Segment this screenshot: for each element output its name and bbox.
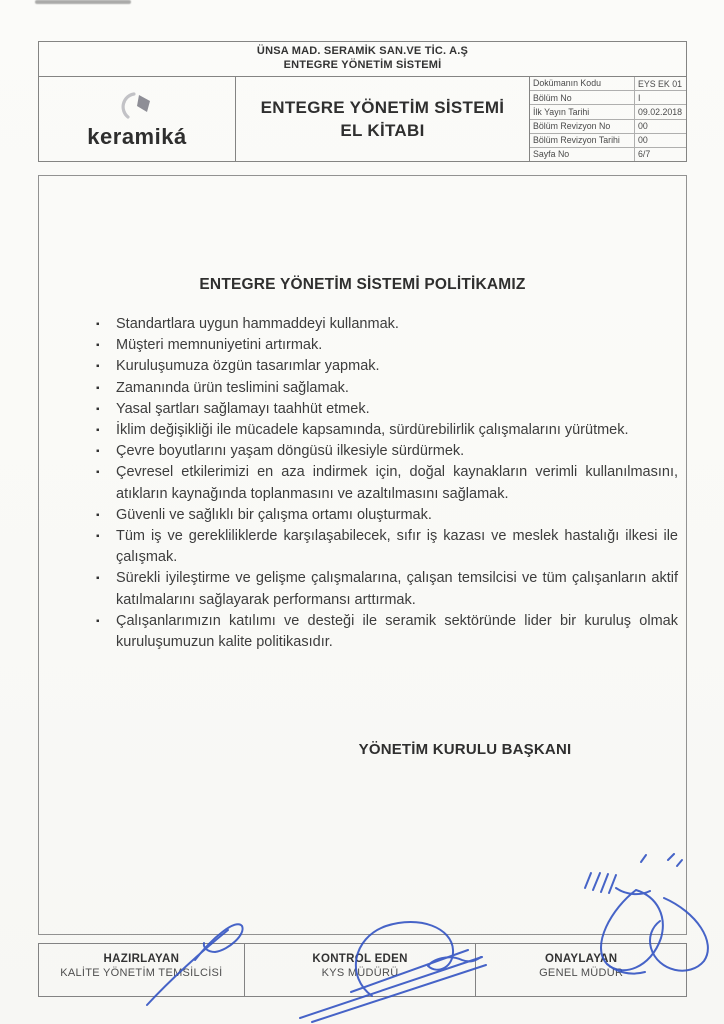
- policy-item: [96, 399, 678, 420]
- document-header-table: [38, 41, 687, 162]
- info-value: EYS EK 01: [638, 78, 683, 89]
- bullet-icon: ▪: [96, 467, 100, 479]
- scan-artifact: [35, 0, 131, 4]
- bullet-icon: ▪: [96, 425, 100, 437]
- info-row: [530, 91, 686, 105]
- info-row: [530, 77, 686, 91]
- footer-title: KALİTE YÖNETİM TEMSİLCİSİ: [60, 967, 223, 979]
- info-value: 6/7: [638, 149, 651, 160]
- logo-wordmark: keramiká: [87, 124, 187, 149]
- policy-item-text: Tüm iş ve gerekliliklerde karşılaşabilecek, sıfır iş kazası ve meslek hastalığı ilkesi ile çalışmak.: [116, 528, 678, 566]
- info-value: 00: [638, 121, 648, 132]
- policy-item: [96, 441, 678, 462]
- info-row: [530, 134, 686, 148]
- bullet-icon: ▪: [96, 573, 100, 585]
- footer-title: KYS MÜDÜRÜ: [321, 967, 399, 979]
- policy-item-text: İklim değişikliği ile mücadele kapsamında, sürdürebilirlik çalışmalarını yürütmek.: [116, 422, 629, 439]
- main-content-box: [38, 175, 687, 935]
- policy-list: [39, 314, 686, 653]
- doc-title-cell: [236, 77, 530, 161]
- bullet-icon: ▪: [96, 403, 100, 415]
- bullet-icon: ▪: [96, 531, 100, 543]
- policy-item-text: Çevresel etkilerimizi en aza indirmek için, doğal kaynakların verimli kullanılmasını, atıkların kaynağında toplanmasını ve azaltılmasını sağlamak.: [116, 464, 678, 502]
- policy-item-text: Çevre boyutlarını yaşam döngüsü ilkesiyle sürdürmek.: [116, 443, 465, 460]
- policy-item-text: Sürekli iyileştirme ve gelişme çalışmalarına, çalışan temsilcisi ve tüm çalışanların aktif katılmalarını sağlayarak performansı arttırmak.: [116, 570, 678, 608]
- system-name: ENTEGRE YÖNETİM SİSTEMİ: [283, 58, 442, 71]
- bullet-icon: ▪: [96, 319, 100, 330]
- policy-item-text: Güvenli ve sağlıklı bir çalışma ortamı oluşturmak.: [116, 506, 432, 523]
- keramika-logo-icon: [116, 90, 158, 124]
- policy-item: [96, 378, 678, 399]
- bullet-icon: ▪: [96, 615, 100, 627]
- signoff-title: YÖNETİM KURULU BAŞKANI: [358, 741, 572, 758]
- policy-item-text: Çalışanlarımızın katılımı ve desteği ile seramik sektöründe lider bir kuruluş olmak kuruluşumuzun kalite politikasıdır.: [116, 612, 678, 651]
- info-value: 00: [638, 135, 648, 146]
- info-value: I: [638, 92, 641, 103]
- policy-item: [96, 568, 678, 610]
- bullet-icon: ▪: [96, 361, 100, 373]
- policy-item: [96, 611, 678, 653]
- doc-info-table: [530, 77, 686, 161]
- footer-role: HAZIRLAYAN: [103, 953, 180, 965]
- bullet-icon: ▪: [96, 446, 100, 458]
- policy-item: [96, 335, 678, 356]
- info-value: 09.02.2018: [638, 106, 683, 117]
- footer-cell-kontrol-eden: [245, 944, 477, 996]
- approval-footer-table: [38, 943, 687, 997]
- policy-item-text: Müşteri memnuniyetini artırmak.: [116, 337, 323, 354]
- policy-item: [96, 356, 678, 377]
- policy-item-text: Kuruluşumuza özgün tasarımlar yapmak.: [116, 358, 380, 375]
- info-row: [530, 105, 686, 119]
- policy-item: [96, 526, 678, 568]
- doc-title-line1: ENTEGRE YÖNETİM SİSTEMİ: [260, 98, 505, 117]
- info-row: [530, 120, 686, 134]
- header-second-row: [39, 77, 686, 161]
- policy-item: [96, 314, 678, 335]
- footer-title: GENEL MÜDÜR: [539, 967, 624, 979]
- company-name: ÜNSA MAD. SERAMİK SAN.VE TİC. A.Ş: [256, 45, 469, 57]
- policy-item-text: Standartlara uygun hammaddeyi kullanmak.: [116, 316, 399, 332]
- footer-role: KONTROL EDEN: [312, 953, 408, 965]
- policy-item: [96, 462, 678, 504]
- company-header: [39, 42, 686, 77]
- policy-item: [96, 420, 678, 441]
- info-label: Dokümanın Kodu: [530, 77, 635, 90]
- doc-title-line2: EL KİTABI: [340, 121, 425, 140]
- bullet-icon: ▪: [96, 509, 100, 521]
- footer-cell-hazirlayan: [39, 944, 245, 996]
- policy-item-text: Yasal şartları sağlamayı taahhüt etmek.: [116, 400, 370, 417]
- logo-cell: [39, 77, 236, 161]
- info-label: Bölüm No: [530, 91, 635, 104]
- policy-item-text: Zamanında ürün teslimini sağlamak.: [116, 379, 349, 396]
- info-row: [530, 148, 686, 161]
- footer-cell-onaylayan: [476, 944, 686, 996]
- info-label: Bölüm Revizyon No: [530, 120, 635, 133]
- info-label: İlk Yayın Tarihi: [530, 105, 635, 118]
- info-label: Sayfa No: [530, 148, 635, 161]
- bullet-icon: ▪: [96, 340, 100, 352]
- footer-role: ONAYLAYAN: [544, 953, 618, 965]
- policy-title: ENTEGRE YÖNETİM SİSTEMİ POLİTİKAMIZ: [199, 276, 526, 293]
- policy-item: [96, 505, 678, 526]
- info-label: Bölüm Revizyon Tarihi: [530, 134, 635, 147]
- bullet-icon: ▪: [96, 382, 100, 394]
